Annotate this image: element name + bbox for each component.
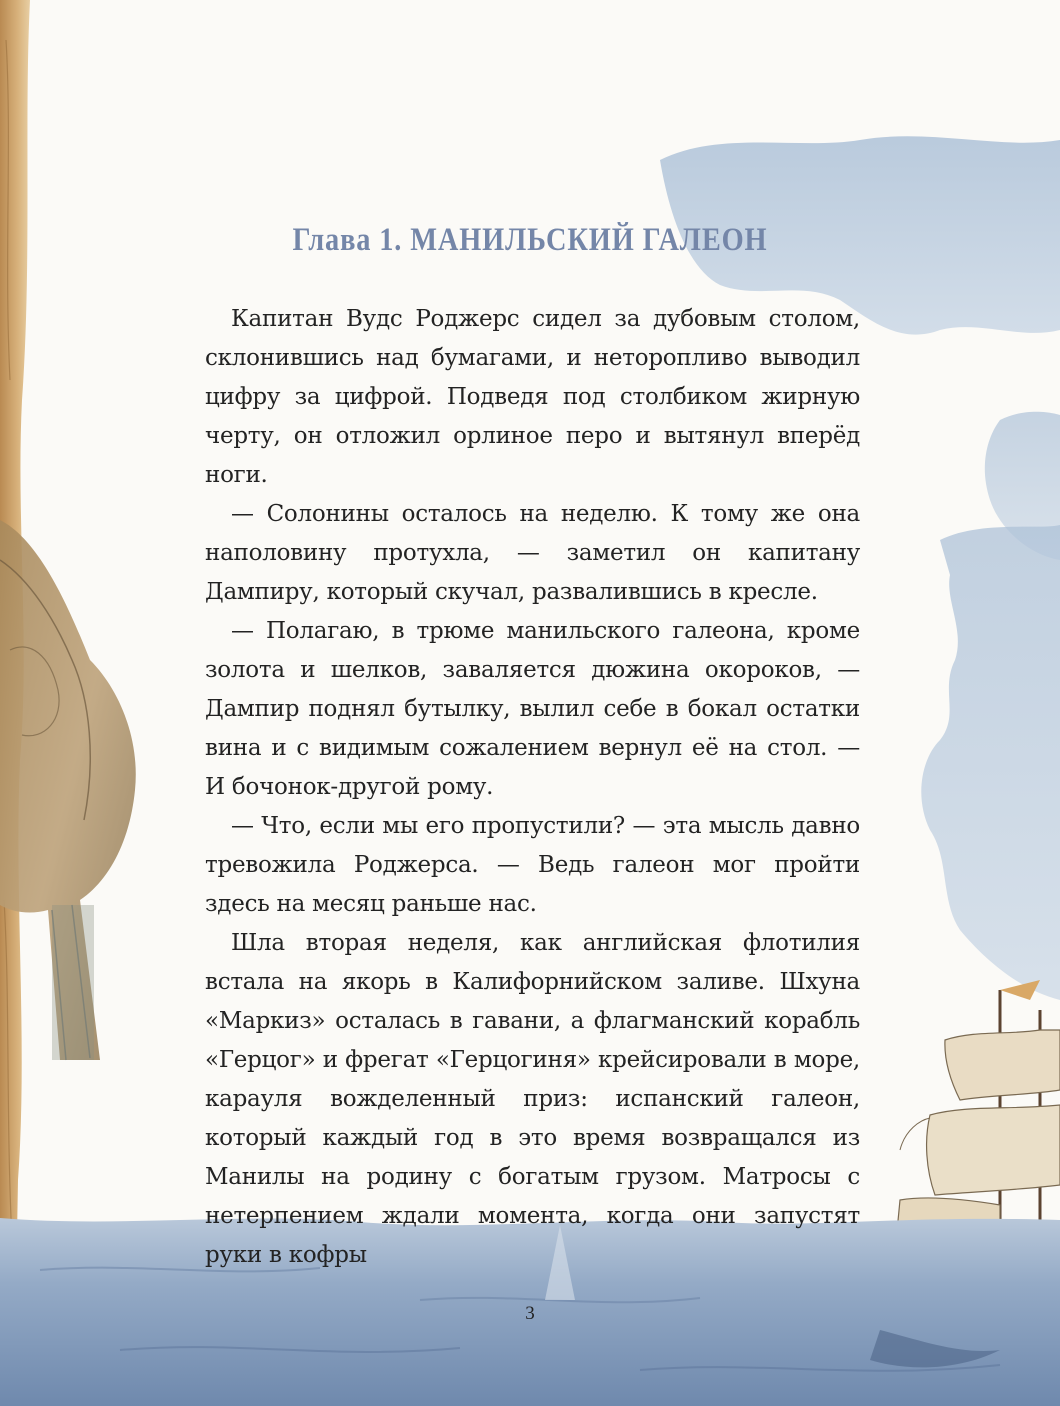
chapter-body-text [205, 300, 860, 1275]
chapter-title: Глава 1. МАНИЛЬСКИЙ ГАЛЕОН [292, 222, 768, 259]
paragraph: — Солонины осталось на неделю. К тому же она наполовину протухла, — заметил он капитану Дампиру, который скучал, развалившись в кресле. [205, 501, 860, 605]
paragraph: — Что, если мы его пропустили? — эта мысль давно тревожила Роджерса. — Ведь галеон мог пройти здесь на месяц раньше нас. [205, 813, 860, 917]
paragraph: Шла вторая неделя, как английская флотилия встала на якорь в Калифорнийском заливе. Шхуна «Маркиз» осталась в гавани, а флагманский корабль «Герцог» и фрегат «Герцогиня» крейсировали в море, карауля вожделенный приз: испанский галеон, который каждый год в это время возвращался из Манилы на родину с богатым грузом. Матросы с нетерпением ждали момента, когда они запустят руки в кофры [205, 930, 860, 1268]
page-number: 3 [525, 1303, 535, 1324]
paragraph: — Полагаю, в трюме манильского галеона, кроме золота и шелков, заваляется дюжина окороков, — Дампир поднял бутылку, вылил себе в бокал остатки вина и с видимым сожалением вернул её на стол. — И бочонок-другой рому. [205, 618, 860, 800]
paragraph: Капитан Вудс Роджерс сидел за дубовым столом, склонившись над бумагами, и неторопливо выводил цифру за цифрой. Подведя под столбиком жирную черту, он отложил орлиное перо и вытянул вперёд ноги. [205, 306, 860, 488]
